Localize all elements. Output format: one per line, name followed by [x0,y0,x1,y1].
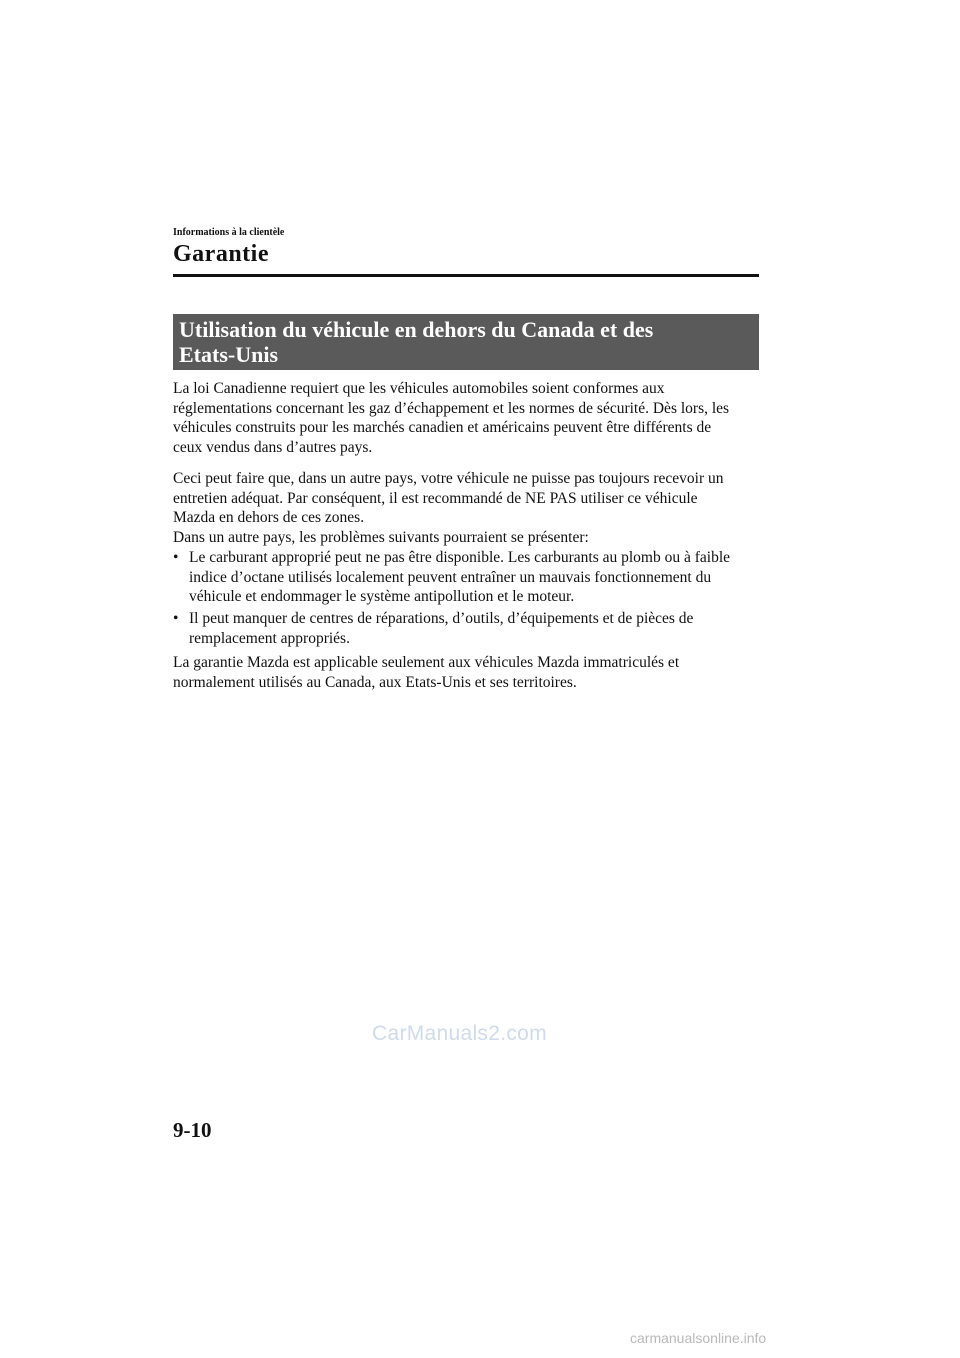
title-divider [173,274,759,277]
section-heading-line: Utilisation du véhicule en dehors du Canada et des [179,317,654,342]
bullet-icon: • [173,549,179,566]
text-line: Il peut manquer de centres de réparations, d’outils, d’équipements et de pièces de [189,610,694,627]
text-line: véhicules construits pour les marchés canadien et américains peuvent être différents de [173,419,712,436]
section-heading-line: Etats-Unis [179,342,279,367]
watermark-text: CarManuals2.com [372,1022,547,1045]
text-line: Dans un autre pays, les problèmes suivants pourraient se présenter: [173,528,589,546]
text-line: réglementations concernant les gaz d’échappement et les normes de sécurité. Dès lors, les [173,399,730,417]
paragraph-other-countries [173,469,763,547]
footer-site-name: carmanualsonline.info [630,1330,767,1346]
text-line: entretien adéquat. Par conséquent, il est recommandé de NE PAS utiliser ce véhicule [173,489,698,507]
text-line: remplacement appropriés. [189,629,350,647]
text-line: Ceci peut faire que, dans un autre pays, votre véhicule ne puisse pas toujours recevoir un [173,470,724,487]
page-title: Garantie [173,241,269,267]
text-line: La garantie Mazda est applicable seulement aux véhicules Mazda immatriculés et [173,654,680,671]
paragraph-canadian-law [173,379,763,457]
text-line: véhicule et endommager le système antipollution et le moteur. [189,588,575,605]
text-line: indice d’octane utilisés localement peuvent entraîner un mauvais fonctionnement du [189,568,712,586]
text-line: Le carburant approprié peut ne pas être disponible. Les carburants au plomb ou à faible [189,549,731,566]
paragraph-warranty [173,653,763,692]
section-heading [173,314,759,370]
text-line: normalement utilisés au Canada, aux Etats-Unis et ses territoires. [173,673,577,691]
page-number: 9-10 [173,1118,212,1142]
breadcrumb: Informations à la clientèle [173,227,285,238]
text-line: La loi Canadienne requiert que les véhicules automobiles soient conformes aux [173,380,665,397]
bullet-icon: • [173,610,179,627]
text-line: Mazda en dehors de ces zones. [173,509,365,526]
text-line: ceux vendus dans d’autres pays. [173,438,373,456]
